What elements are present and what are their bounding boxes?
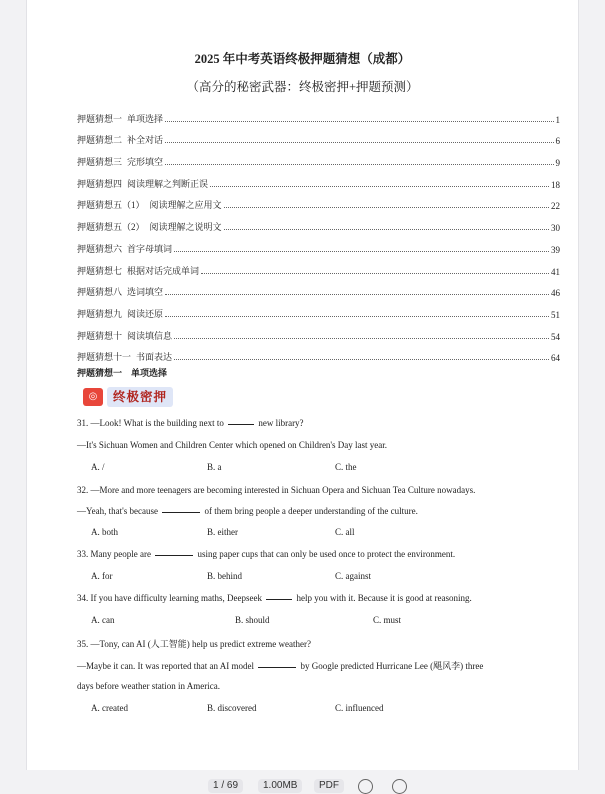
question-31	[77, 418, 304, 428]
final-prediction-badge	[83, 386, 198, 408]
toc-entry-page: 39	[551, 244, 560, 255]
page-subtitle: （高分的秘密武器：终极密押+押题预测）	[186, 80, 419, 94]
toc-leader-dots	[224, 207, 549, 208]
question-31-line2: —It's Sichuan Women and Children Center which opened on Children's Day last year.	[77, 440, 388, 450]
option-c: C. the	[335, 462, 357, 472]
question-32-text-after: of them bring people a deeper understanding of the culture.	[204, 506, 418, 516]
document-page	[26, 0, 579, 770]
question-34-text-before: 34. If you have difficulty learning maths, Deepseek	[77, 593, 263, 603]
question-35-text-before: —Maybe it can. It was reported that an AI model	[77, 661, 254, 671]
section-heading: 押题猜想一 单项选择	[77, 368, 168, 378]
toc-entry-title: 阅读理解之说明文	[149, 222, 222, 233]
toc-entry[interactable]	[77, 168, 560, 190]
answer-blank	[258, 666, 296, 668]
option-b: B. behind	[207, 571, 242, 581]
toc-entry[interactable]	[77, 125, 560, 147]
toc-entry-title: 阅读理解之判断正误	[127, 178, 209, 189]
option-a: A. /	[91, 462, 105, 472]
question-35-line2	[77, 659, 483, 672]
question-31-prompt-after: new library?	[258, 418, 304, 428]
option-a: A. created	[91, 703, 128, 713]
page-title: 2025 年中考英语终极押题猜想（成都）	[194, 52, 411, 66]
toc-entry-page: 64	[551, 353, 560, 364]
table-of-contents	[77, 103, 560, 363]
toc-entry-title: 补全对话	[127, 135, 164, 146]
toc-entry-title: 首字母填词	[127, 243, 173, 254]
toc-leader-dots	[224, 229, 549, 230]
option-a: A. can	[91, 615, 115, 625]
toc-entry-title: 根据对话完成单词	[127, 265, 200, 276]
option-c: C. influenced	[335, 703, 384, 713]
toc-entry-page: 41	[551, 266, 560, 277]
question-34-text-after: help you with it. Because it is good at reasoning.	[296, 593, 472, 603]
option-a: A. both	[91, 527, 118, 537]
page-indicator[interactable]: 1 / 69	[208, 779, 243, 793]
toc-leader-dots	[201, 273, 549, 274]
question-33	[77, 549, 455, 559]
toc-entry-number: 押题猜想七	[77, 265, 123, 276]
answer-blank	[266, 598, 292, 600]
option-c: C. must	[373, 615, 402, 625]
answer-blank	[228, 423, 254, 425]
toc-entry-title: 选词填空	[127, 287, 164, 298]
toc-entry-page: 46	[551, 288, 560, 299]
toc-entry-page: 6	[555, 136, 560, 147]
toc-leader-dots	[165, 316, 549, 317]
toc-entry-page: 30	[551, 223, 560, 234]
question-35-line1: 35. —Tony, can AI (人工智能) help us predict extreme weather?	[77, 639, 311, 649]
toc-entry[interactable]	[77, 255, 560, 277]
toc-entry-number: 押题猜想五（1）	[77, 200, 145, 211]
toc-entry-page: 18	[551, 179, 560, 190]
question-32-text-before: —Yeah, that's because	[77, 506, 158, 516]
toc-entry-number: 押题猜想六	[77, 243, 123, 254]
toc-entry[interactable]	[77, 298, 560, 320]
file-type: PDF	[314, 779, 344, 793]
toc-leader-dots	[165, 294, 549, 295]
toc-leader-dots	[165, 121, 553, 122]
viewer-toolbar	[0, 770, 605, 791]
file-size: 1.00MB	[258, 779, 302, 793]
toc-entry-title: 单项选择	[127, 113, 164, 124]
option-b: B. either	[207, 527, 238, 537]
toc-entry-title: 阅读理解之应用文	[149, 200, 222, 211]
option-c: C. against	[335, 571, 371, 581]
toc-leader-dots	[165, 142, 553, 143]
question-33-text-before: 33. Many people are	[77, 549, 151, 559]
target-icon: ◎	[83, 388, 103, 406]
question-35-line3: days before weather station in America.	[77, 681, 220, 691]
toc-entry[interactable]	[77, 146, 560, 168]
toc-entry[interactable]	[77, 103, 560, 125]
option-a: A. for	[91, 571, 113, 581]
toc-entry-title: 阅读还原	[127, 308, 164, 319]
toc-entry-number: 押题猜想九	[77, 308, 123, 319]
toc-entry-number: 押题猜想四	[77, 178, 123, 189]
toc-entry-page: 1	[555, 114, 560, 125]
question-33-text-after: using paper cups that can only be used once to protect the environment.	[197, 549, 456, 559]
option-b: B. a	[207, 462, 222, 472]
toc-entry-number: 押题猜想十一	[77, 352, 132, 363]
toc-entry-page: 22	[551, 201, 560, 212]
toc-entry[interactable]	[77, 320, 560, 342]
toc-entry-number: 押题猜想一	[77, 113, 123, 124]
zoom-out-icon[interactable]	[358, 779, 373, 794]
toc-entry[interactable]	[77, 211, 560, 233]
toc-leader-dots	[174, 338, 549, 339]
toc-entry-page: 54	[551, 331, 560, 342]
badge-label: 终极密押	[107, 387, 173, 407]
toc-entry[interactable]	[77, 233, 560, 255]
toc-entry[interactable]	[77, 342, 560, 364]
toc-entry[interactable]	[77, 190, 560, 212]
option-c: C. all	[335, 527, 355, 537]
toc-entry-page: 9	[555, 158, 560, 169]
toc-entry-title: 书面表达	[136, 352, 173, 363]
toc-entry-number: 押题猜想八	[77, 287, 123, 298]
option-b: B. discovered	[207, 703, 257, 713]
toc-leader-dots	[165, 164, 553, 165]
zoom-in-icon[interactable]	[392, 779, 407, 794]
answer-blank	[155, 554, 193, 556]
toc-leader-dots	[174, 251, 549, 252]
answer-blank	[162, 511, 200, 513]
toc-entry[interactable]	[77, 277, 560, 299]
toc-entry-number: 押题猜想十	[77, 330, 123, 341]
question-35-text-after: by Google predicted Hurricane Lee (飓风李) three	[300, 661, 484, 671]
toc-entry-number: 押题猜想三	[77, 157, 123, 168]
toc-leader-dots	[210, 186, 549, 187]
question-32-line2	[77, 506, 418, 516]
toc-entry-title: 阅读填信息	[127, 330, 173, 341]
question-31-prompt: 31. —Look! What is the building next to	[77, 418, 224, 428]
toc-entry-title: 完形填空	[127, 157, 164, 168]
toc-leader-dots	[174, 359, 549, 360]
toc-entry-page: 51	[551, 309, 560, 320]
question-32-line1: 32. —More and more teenagers are becoming interested in Sichuan Opera and Sichuan Tea Culture nowadays.	[77, 485, 476, 495]
toc-entry-number: 押题猜想五（2）	[77, 222, 145, 233]
option-b: B. should	[235, 615, 270, 625]
toc-entry-number: 押题猜想二	[77, 135, 123, 146]
question-34	[77, 593, 472, 603]
